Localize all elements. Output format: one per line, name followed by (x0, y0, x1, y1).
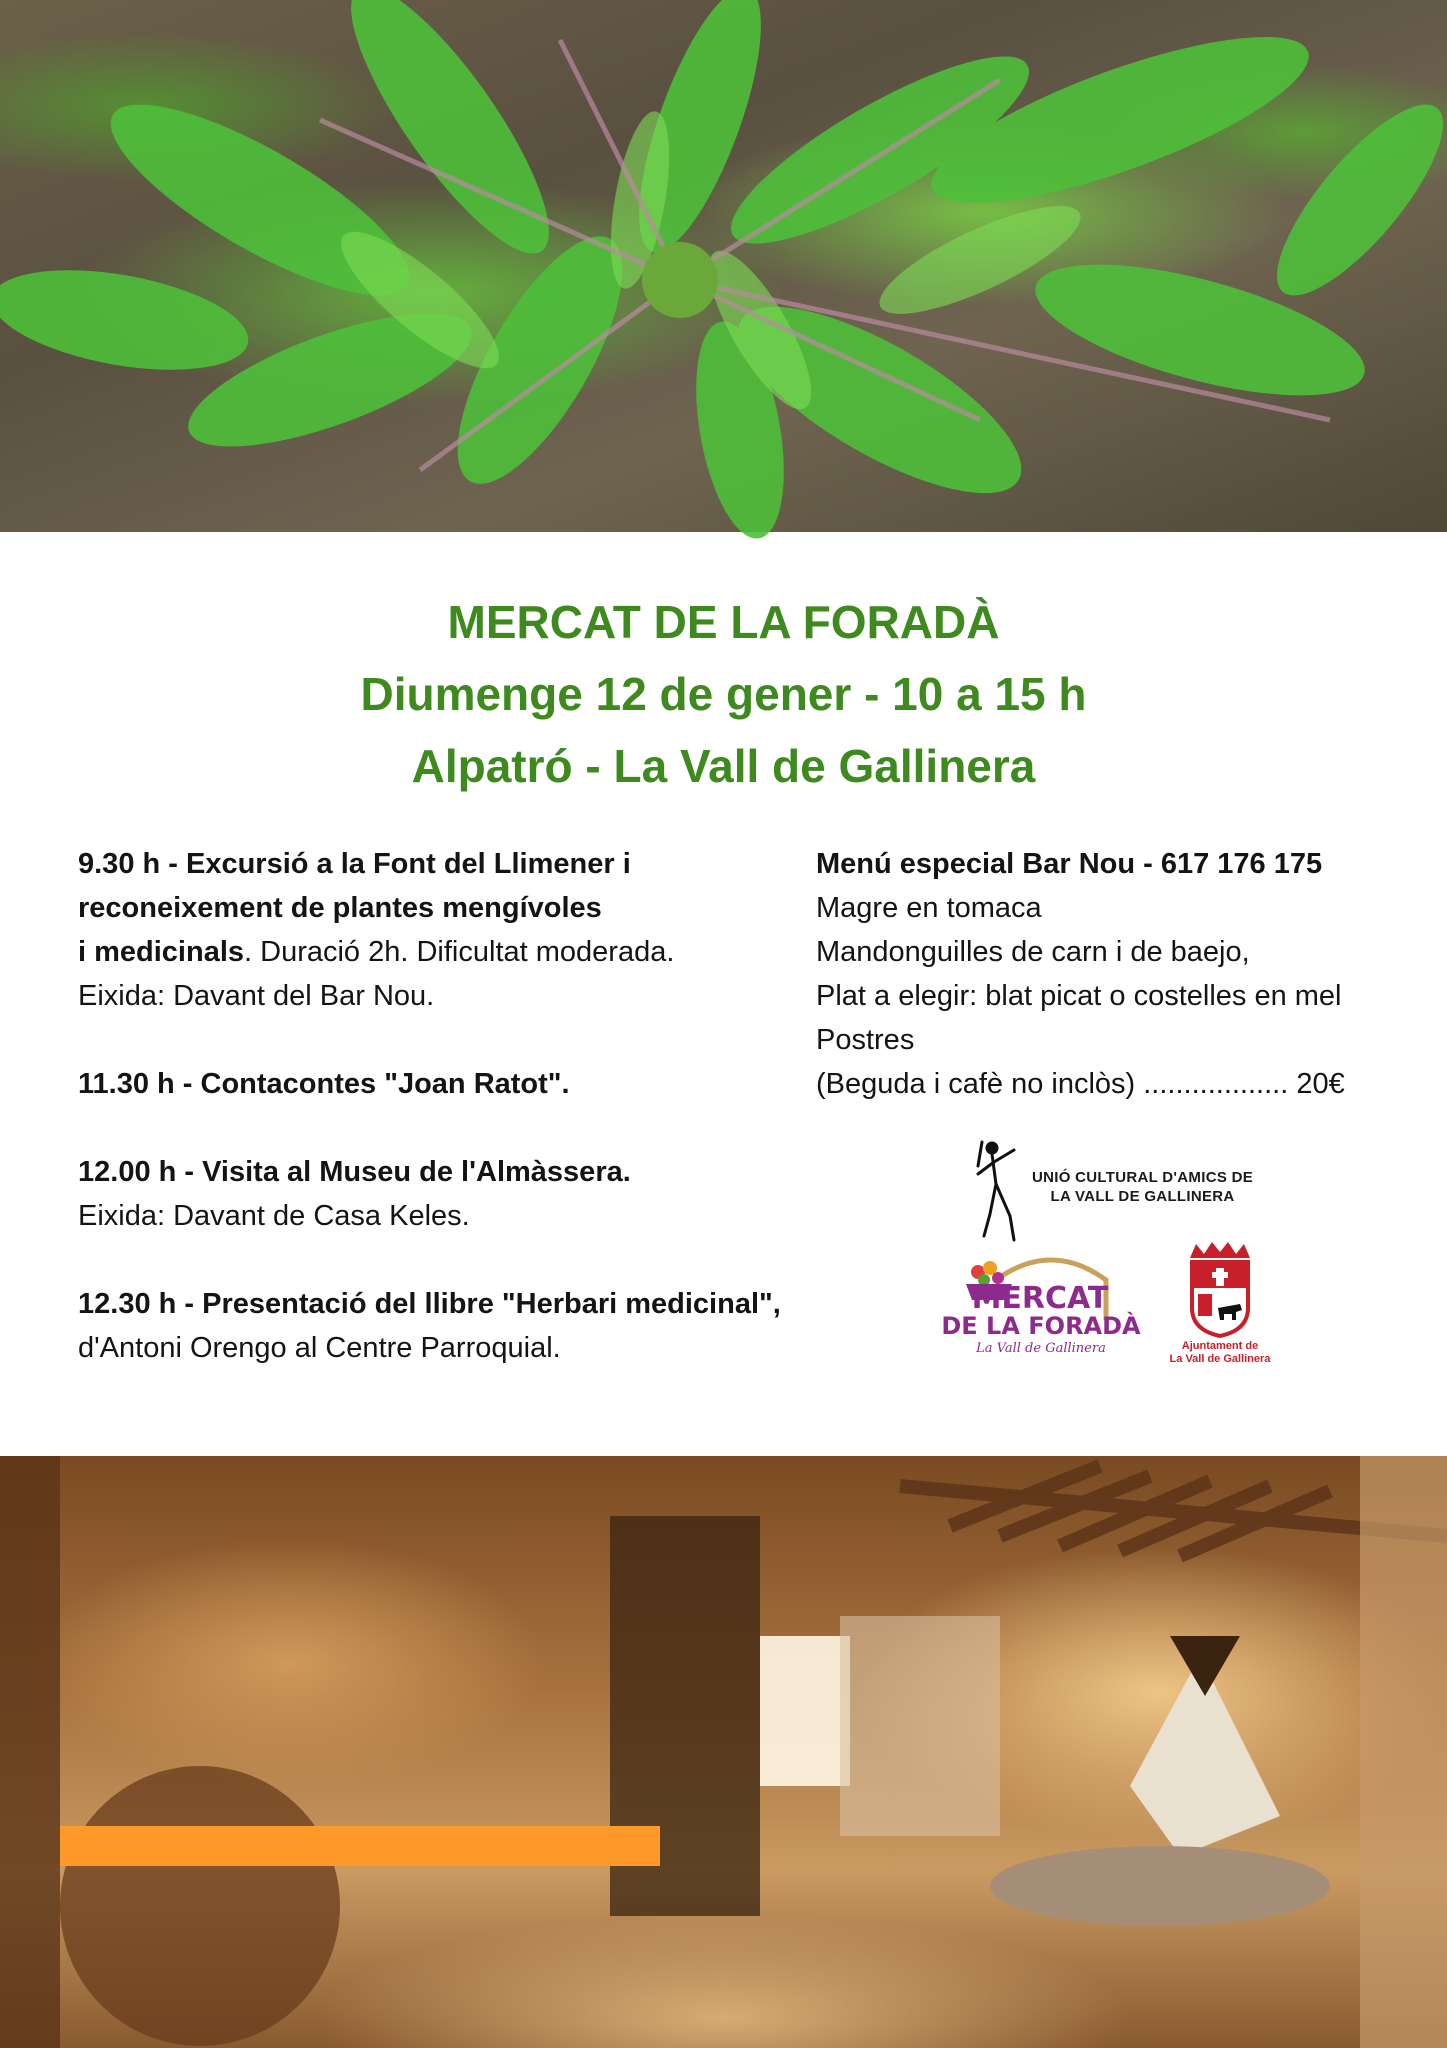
program-item-2-title: 11.30 h - Contacontes "Joan Ratot". (78, 1068, 570, 1100)
event-date: Diumenge 12 de gener - 10 a 15 h (360, 668, 1087, 720)
program-item-1 (78, 842, 838, 1018)
union-logo-line1: UNIÓ CULTURAL D'AMICS DE (1032, 1169, 1254, 1186)
coat-of-arms-icon (1170, 1238, 1270, 1338)
ajuntament-logo (1170, 1238, 1270, 1368)
dancer-figure-icon (970, 1136, 1030, 1246)
mercat-logo-word3: La Vall de Gallinera (976, 1341, 1106, 1356)
menu-title: Menú especial Bar Nou - 617 176 175 (816, 848, 1323, 880)
ajuntament-caption (1160, 1340, 1280, 1366)
mercat-logo-word2: DE LA FORADÀ (941, 1312, 1141, 1340)
program-item-1-title: 9.30 h - Excursió a la Font del Llimener i (78, 848, 631, 880)
program-item-4-title: 12.30 h - Presentació del llibre "Herbari medicinal", (78, 1288, 781, 1320)
union-logo-text (1032, 1168, 1253, 1206)
menu-item: Mandonguilles de carn i de baejo, (816, 936, 1250, 968)
ajuntament-line1: Ajuntament de (1181, 1340, 1259, 1352)
program-item-4-line2: d'Antoni Orengo al Centre Parroquial. (78, 1332, 561, 1364)
event-place: Alpatró - La Vall de Gallinera (411, 740, 1036, 792)
program-item-1-line2: reconeixement de plantes mengívoles (78, 892, 602, 924)
olive-mill-illustration (0, 1456, 1447, 2048)
program-item-1-line3-rest: . Duració 2h. Dificultat moderada. (244, 936, 675, 968)
menu-block (816, 842, 1416, 1106)
mercat-forada-logo (941, 1250, 1141, 1362)
plants-photo (0, 0, 1447, 532)
olive-mill-photo (0, 1456, 1447, 2048)
union-logo-line2: LA VALL DE GALLINERA (1050, 1188, 1235, 1205)
event-title: MERCAT DE LA FORADÀ (447, 596, 1000, 648)
ajuntament-line2: La Vall de Gallinera (1169, 1353, 1271, 1365)
menu-price-line: (Beguda i cafè no inclòs) .................. 20€ (816, 1068, 1345, 1100)
program-item-3 (78, 1150, 838, 1238)
union-cultural-logo (970, 1136, 1270, 1246)
program-item-3-title: 12.00 h - Visita al Museu de l'Almàssera. (78, 1156, 631, 1188)
program-list (78, 842, 838, 1370)
mercat-logo-graphic (941, 1250, 1141, 1362)
program-item-4 (78, 1282, 838, 1370)
menu-item: Postres (816, 1024, 915, 1056)
program-item-3-line2: Eixida: Davant de Casa Keles. (78, 1200, 470, 1232)
mercat-logo-word1: MERCAT (971, 1281, 1109, 1316)
menu-item: Magre en tomaca (816, 892, 1042, 924)
menu-item: Plat a elegir: blat picat o costelles en mel (816, 980, 1342, 1012)
program-item-1-line3-bold: i medicinals (78, 936, 245, 968)
program-item-2 (78, 1062, 838, 1106)
plants-illustration (0, 0, 1447, 532)
program-item-1-line4: Eixida: Davant del Bar Nou. (78, 980, 435, 1012)
event-header (0, 586, 1447, 802)
